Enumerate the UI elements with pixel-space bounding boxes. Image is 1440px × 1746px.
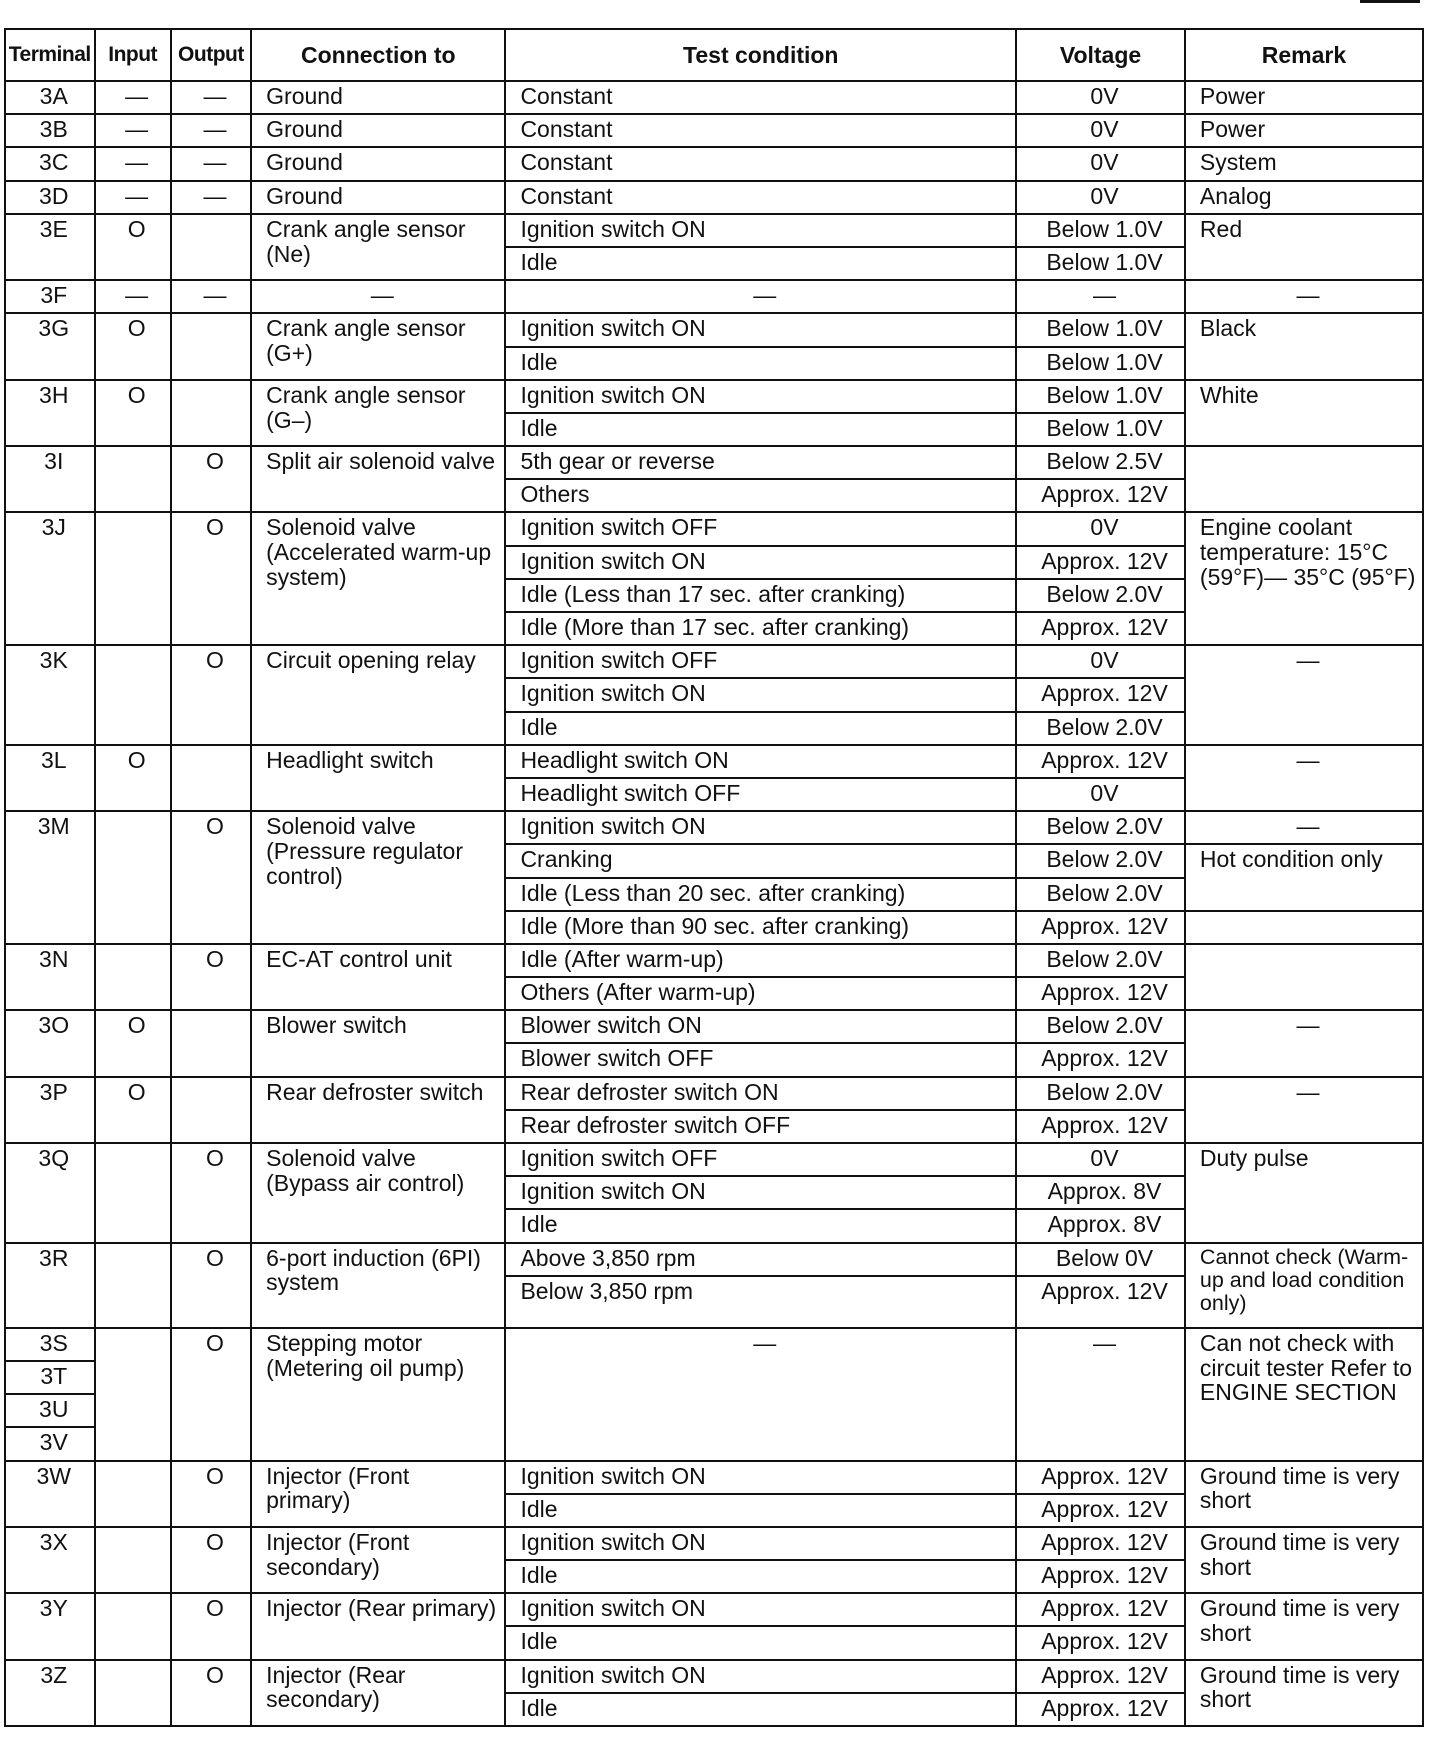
terminal-cell: 3T [5,1361,95,1394]
condition-cell: Headlight switch OFF [505,778,1016,811]
condition-cell: Idle [505,1626,1016,1659]
voltage-cell: Below 0V [1016,1243,1185,1276]
connection-cell: Rear defroster switch [251,1077,505,1143]
output-mark: O [171,1461,251,1527]
connection-cell: Injector (Rear secondary) [251,1660,505,1726]
condition-cell: Rear defroster switch ON [505,1077,1016,1110]
terminal-cell: 3J [5,512,95,645]
input-mark: — [95,81,171,114]
terminal-cell: 3X [5,1527,95,1593]
connection-cell: Circuit opening relay [251,645,505,745]
terminal-spec-document [4,28,1424,1727]
voltage-cell: Approx. 12V [1016,1461,1185,1494]
condition-cell: Idle (Less than 17 sec. after cranking) [505,579,1016,612]
input-mark: O [95,1010,171,1076]
condition-cell: Ignition switch ON [505,1660,1016,1693]
output-mark: O [171,446,251,512]
remark-cell: Red [1185,214,1423,280]
table-row [5,280,1423,313]
condition-cell: Ignition switch ON [505,546,1016,579]
output-mark: — [171,147,251,180]
voltage-cell: Below 2.0V [1016,878,1185,911]
terminal-cell: 3I [5,446,95,512]
table-row [5,811,1423,844]
terminal-cell: 3V [5,1427,95,1460]
voltage-cell: Approx. 12V [1016,977,1185,1010]
condition-cell: Ignition switch OFF [505,512,1016,545]
output-mark: O [171,811,251,944]
connection-cell: Ground [251,147,505,180]
col-header-terminal: Terminal [5,29,95,81]
condition-cell: Headlight switch ON [505,745,1016,778]
terminal-cell: 3L [5,745,95,811]
terminal-cell: 3A [5,81,95,114]
voltage-cell: Below 1.0V [1016,413,1185,446]
table-row [5,1143,1423,1176]
terminal-cell: 3N [5,944,95,1010]
output-mark [171,380,251,446]
condition-cell: Idle [505,247,1016,280]
condition-cell: Ignition switch ON [505,678,1016,711]
output-mark: — [171,181,251,214]
terminal-cell: 3C [5,147,95,180]
condition-cell: Idle [505,712,1016,745]
condition-cell: Ignition switch ON [505,811,1016,844]
condition-cell: Others [505,479,1016,512]
voltage-cell: Approx. 12V [1016,546,1185,579]
table-row [5,512,1423,545]
remark-cell [1185,446,1423,512]
voltage-cell: 0V [1016,645,1185,678]
input-mark [95,446,171,512]
input-mark: O [95,1077,171,1143]
condition-cell: Blower switch ON [505,1010,1016,1043]
voltage-cell: Approx. 12V [1016,1660,1185,1693]
output-mark [171,214,251,280]
voltage-cell: Approx. 12V [1016,1276,1185,1328]
condition-cell: Idle [505,1209,1016,1242]
terminal-cell: 3Y [5,1593,95,1659]
terminal-cell: 3P [5,1077,95,1143]
input-mark: — [95,280,171,313]
condition-cell: 5th gear or reverse [505,446,1016,479]
input-mark [95,1593,171,1659]
connection-cell: Solenoid valve (Bypass air control) [251,1143,505,1243]
voltage-cell: 0V [1016,512,1185,545]
condition-cell: Ignition switch ON [505,1527,1016,1560]
remark-cell: Hot condition only [1185,844,1423,910]
output-mark [171,745,251,811]
condition-cell: — [505,280,1016,313]
voltage-cell: — [1016,280,1185,313]
condition-cell: Ignition switch ON [505,1176,1016,1209]
terminal-cell: 3D [5,181,95,214]
remark-cell: Duty pulse [1185,1143,1423,1243]
table-row [5,1527,1423,1560]
voltage-cell: Below 2.0V [1016,1077,1185,1110]
voltage-cell: Below 2.0V [1016,844,1185,877]
voltage-cell: Below 2.0V [1016,811,1185,844]
terminal-cell: 3F [5,280,95,313]
condition-cell: — [505,1328,1016,1461]
terminal-cell: 3Q [5,1143,95,1243]
condition-cell: Above 3,850 rpm [505,1243,1016,1276]
output-mark: O [171,1660,251,1726]
voltage-cell: Approx. 12V [1016,745,1185,778]
table-row [5,114,1423,147]
table-row [5,645,1423,678]
voltage-cell: Approx. 8V [1016,1176,1185,1209]
remark-cell: Black [1185,313,1423,379]
voltage-cell: Approx. 12V [1016,678,1185,711]
voltage-cell: Approx. 12V [1016,1494,1185,1527]
remark-cell [1185,911,1423,944]
remark-cell: Analog [1185,181,1423,214]
connection-cell: Solenoid valve (Accelerated warm-up system) [251,512,505,645]
page-corner-rule [1360,0,1420,7]
condition-cell: Blower switch OFF [505,1043,1016,1076]
connection-cell: Split air solenoid valve [251,446,505,512]
output-mark: — [171,114,251,147]
remark-cell: — [1185,280,1423,313]
terminal-cell: 3M [5,811,95,944]
voltage-cell: Approx. 12V [1016,1043,1185,1076]
output-mark: O [171,645,251,745]
remark-cell: System [1185,147,1423,180]
output-mark: O [171,944,251,1010]
table-row [5,147,1423,180]
remark-cell: — [1185,1077,1423,1143]
condition-cell: Constant [505,114,1016,147]
voltage-cell: 0V [1016,181,1185,214]
table-row [5,1593,1423,1626]
connection-cell: Stepping motor (Metering oil pump) [251,1328,505,1461]
voltage-cell: Approx. 12V [1016,1527,1185,1560]
input-mark: O [95,313,171,379]
condition-cell: Idle (More than 17 sec. after cranking) [505,612,1016,645]
voltage-cell: Approx. 12V [1016,911,1185,944]
remark-cell: Ground time is very short [1185,1461,1423,1527]
connection-cell: Blower switch [251,1010,505,1076]
connection-cell: Injector (Front secondary) [251,1527,505,1593]
condition-cell: Constant [505,181,1016,214]
condition-cell: Idle [505,1494,1016,1527]
terminal-cell: 3O [5,1010,95,1076]
col-header-voltage: Voltage [1016,29,1185,81]
output-mark: O [171,1527,251,1593]
voltage-cell: — [1016,1328,1185,1461]
remark-cell [1185,944,1423,1010]
terminal-cell: 3Z [5,1660,95,1726]
table-row [5,81,1423,114]
table-row [5,1461,1423,1494]
remark-cell: — [1185,645,1423,745]
connection-cell: 6-port induction (6PI) system [251,1243,505,1328]
remark-cell: — [1185,811,1423,844]
voltage-cell: 0V [1016,147,1185,180]
table-row [5,1243,1423,1276]
condition-cell: Rear defroster switch OFF [505,1110,1016,1143]
input-mark [95,1328,171,1461]
input-mark [95,811,171,944]
terminal-cell: 3R [5,1243,95,1328]
voltage-cell: Approx. 12V [1016,1693,1185,1726]
terminal-cell: 3W [5,1461,95,1527]
table-row [5,313,1423,346]
output-mark: — [171,81,251,114]
input-mark [95,512,171,645]
voltage-cell: Approx. 12V [1016,479,1185,512]
col-header-remark: Remark [1185,29,1423,81]
connection-cell: Injector (Rear primary) [251,1593,505,1659]
voltage-cell: Below 1.0V [1016,380,1185,413]
remark-cell: Engine coolant temperature: 15°C (59°F)— 35°C (95°F) [1185,512,1423,645]
terminal-cell: 3B [5,114,95,147]
input-mark [95,1461,171,1527]
input-mark: O [95,380,171,446]
voltage-cell: Below 2.5V [1016,446,1185,479]
col-header-input: Input [95,29,171,81]
condition-cell: Cranking [505,844,1016,877]
condition-cell: Ignition switch ON [505,380,1016,413]
connection-cell: Ground [251,81,505,114]
connection-cell: Ground [251,181,505,214]
voltage-cell: 0V [1016,778,1185,811]
remark-cell: — [1185,1010,1423,1076]
terminal-spec-table [4,28,1424,1727]
table-row [5,1077,1423,1110]
voltage-cell: Below 1.0V [1016,347,1185,380]
output-mark: O [171,1243,251,1328]
condition-cell: Idle (Less than 20 sec. after cranking) [505,878,1016,911]
condition-cell: Idle (More than 90 sec. after cranking) [505,911,1016,944]
remark-cell: Can not check with circuit tester Refer to ENGINE SECTION [1185,1328,1423,1461]
table-row [5,181,1423,214]
voltage-cell: Below 1.0V [1016,313,1185,346]
remark-cell: — [1185,745,1423,811]
table-row [5,1328,1423,1361]
voltage-cell: 0V [1016,114,1185,147]
table-row [5,214,1423,247]
remark-cell: Ground time is very short [1185,1593,1423,1659]
condition-cell: Ignition switch ON [505,1593,1016,1626]
connection-cell: Solenoid valve (Pressure regulator control) [251,811,505,944]
connection-cell: EC-AT control unit [251,944,505,1010]
input-mark [95,1527,171,1593]
voltage-cell: Approx. 12V [1016,1626,1185,1659]
output-mark: O [171,1328,251,1461]
voltage-cell: Approx. 8V [1016,1209,1185,1242]
connection-cell: — [251,280,505,313]
table-row [5,745,1423,778]
voltage-cell: Approx. 12V [1016,1560,1185,1593]
terminal-cell: 3G [5,313,95,379]
condition-cell: Ignition switch ON [505,214,1016,247]
voltage-cell: Below 2.0V [1016,579,1185,612]
col-header-test-condition: Test condition [505,29,1016,81]
remark-cell: Ground time is very short [1185,1660,1423,1726]
table-row [5,446,1423,479]
table-row [5,944,1423,977]
remark-cell: Cannot check (Warm-up and load condition only) [1185,1243,1423,1328]
input-mark [95,1660,171,1726]
output-mark: O [171,1143,251,1243]
condition-cell: Idle [505,413,1016,446]
connection-cell: Injector (Front primary) [251,1461,505,1527]
voltage-cell: Below 1.0V [1016,247,1185,280]
output-mark [171,1077,251,1143]
input-mark: O [95,745,171,811]
voltage-cell: Approx. 12V [1016,612,1185,645]
input-mark: — [95,147,171,180]
connection-cell: Crank angle sensor (Ne) [251,214,505,280]
output-mark: O [171,1593,251,1659]
input-mark [95,1143,171,1243]
table-row [5,380,1423,413]
terminal-cell: 3U [5,1394,95,1427]
remark-cell: Power [1185,114,1423,147]
terminal-cell: 3E [5,214,95,280]
voltage-cell: Approx. 12V [1016,1593,1185,1626]
input-mark: — [95,114,171,147]
voltage-cell: 0V [1016,81,1185,114]
remark-cell: Power [1185,81,1423,114]
terminal-cell: 3K [5,645,95,745]
condition-cell: Idle [505,1693,1016,1726]
remark-cell: White [1185,380,1423,446]
voltage-cell: Below 2.0V [1016,1010,1185,1043]
voltage-cell: Below 1.0V [1016,214,1185,247]
terminal-cell: 3S [5,1328,95,1361]
output-mark [171,1010,251,1076]
input-mark [95,944,171,1010]
condition-cell: Constant [505,81,1016,114]
condition-cell: Constant [505,147,1016,180]
voltage-cell: Below 2.0V [1016,712,1185,745]
input-mark [95,645,171,745]
input-mark: O [95,214,171,280]
input-mark: — [95,181,171,214]
condition-cell: Ignition switch OFF [505,645,1016,678]
connection-cell: Crank angle sensor (G–) [251,380,505,446]
connection-cell: Ground [251,114,505,147]
condition-cell: Idle [505,347,1016,380]
condition-cell: Idle (After warm-up) [505,944,1016,977]
output-mark: O [171,512,251,645]
col-header-connection: Connection to [251,29,505,81]
connection-cell: Headlight switch [251,745,505,811]
condition-cell: Ignition switch OFF [505,1143,1016,1176]
condition-cell: Ignition switch ON [505,1461,1016,1494]
voltage-cell: 0V [1016,1143,1185,1176]
col-header-output: Output [171,29,251,81]
table-row [5,1660,1423,1693]
remark-cell: Ground time is very short [1185,1527,1423,1593]
table-row [5,1010,1423,1043]
condition-cell: Below 3,850 rpm [505,1276,1016,1328]
voltage-cell: Below 2.0V [1016,944,1185,977]
connection-cell: Crank angle sensor (G+) [251,313,505,379]
header-row [5,29,1423,81]
condition-cell: Others (After warm-up) [505,977,1016,1010]
voltage-cell: Approx. 12V [1016,1110,1185,1143]
output-mark [171,313,251,379]
output-mark: — [171,280,251,313]
terminal-cell: 3H [5,380,95,446]
condition-cell: Idle [505,1560,1016,1593]
condition-cell: Ignition switch ON [505,313,1016,346]
input-mark [95,1243,171,1328]
